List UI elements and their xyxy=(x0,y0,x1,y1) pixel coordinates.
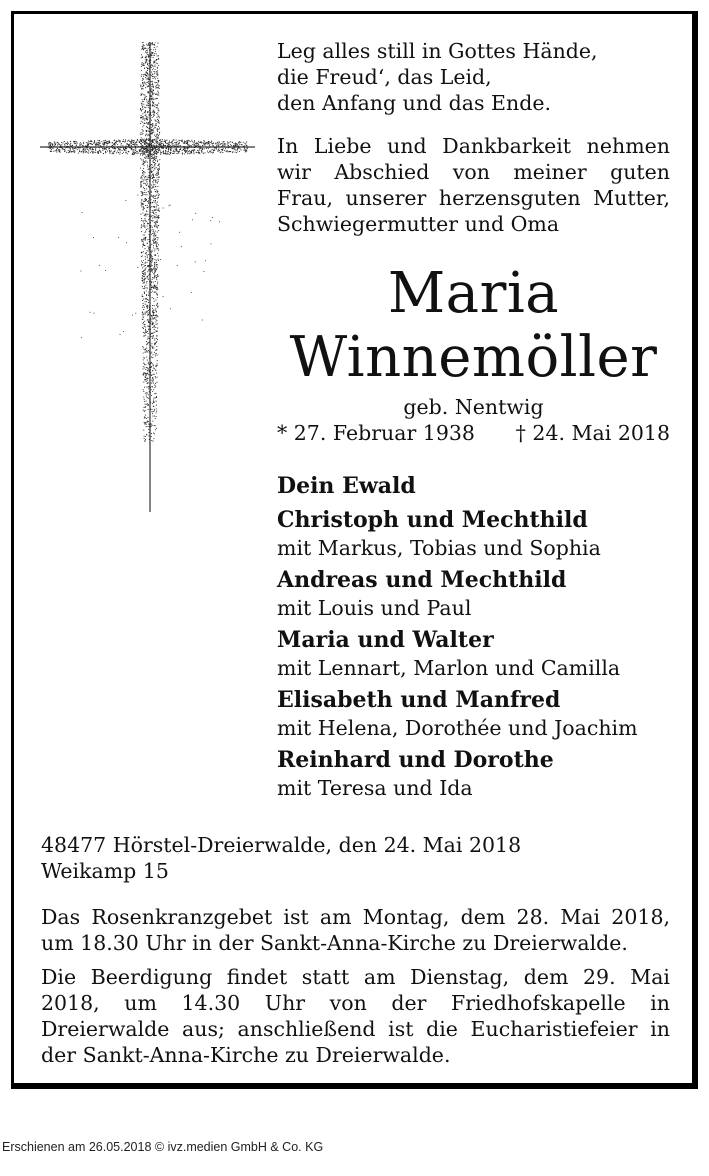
address-place-date: 48477 Hörstel-Dreierwalde, den 24. Mai 2018 xyxy=(41,833,522,857)
poem-line: die Freud‘, das Leid, xyxy=(277,65,492,89)
funeral-line: Dreierwalde aus; anschließend ist die Eucharistiefeier in xyxy=(41,1017,670,1041)
family-name: Christoph und Mechthild xyxy=(277,507,588,533)
family-entry xyxy=(277,746,670,801)
family-children: mit Louis und Paul xyxy=(277,596,472,620)
deceased-name-block xyxy=(277,262,670,422)
deceased-last-name: Winnemöller xyxy=(289,325,658,390)
life-dates xyxy=(277,419,670,447)
family-entry xyxy=(277,506,670,561)
poem-line: Leg alles still in Gottes Hände, xyxy=(277,39,598,63)
family-name: Andreas und Mechthild xyxy=(277,567,567,593)
cross-icon xyxy=(40,42,255,517)
poem xyxy=(277,38,670,116)
rosary-line: Das Rosenkranzgebet ist am Montag, dem 28. Mai 2018, xyxy=(41,905,670,929)
funeral-line: der Sankt-Anna-Kirche zu Dreierwalde. xyxy=(41,1043,451,1067)
family-list xyxy=(277,472,670,806)
family-name: Reinhard und Dorothe xyxy=(277,747,554,773)
family-children: mit Lennart, Marlon und Camilla xyxy=(277,656,621,680)
publication-footer: Erschienen am 26.05.2018 © ivz.medien GmbH & Co. KG xyxy=(2,1140,324,1154)
family-children: mit Helena, Dorothée und Joachim xyxy=(277,716,638,740)
poem-line: den Anfang und das Ende. xyxy=(277,91,551,115)
intro-line: wir Abschied von meiner guten xyxy=(277,160,670,184)
address-street: Weikamp 15 xyxy=(41,859,169,883)
intro-line: Frau, unserer herzensguten Mutter, xyxy=(277,186,670,210)
intro-line: Schwiegermutter und Oma xyxy=(277,212,560,236)
family-entry xyxy=(277,566,670,621)
family-entry xyxy=(277,686,670,741)
funeral-line: Die Beerdigung findet statt am Dienstag, dem 29. Mai xyxy=(41,965,670,989)
obituary-notice xyxy=(11,11,698,1089)
rosary-paragraph xyxy=(41,904,670,956)
family-name: Elisabeth und Manfred xyxy=(277,687,561,713)
funeral-paragraph xyxy=(41,964,670,1068)
family-children: mit Teresa und Ida xyxy=(277,776,473,800)
family-entry xyxy=(277,472,670,501)
address-block xyxy=(41,832,521,884)
family-name: Dein Ewald xyxy=(277,473,416,499)
rosary-line: um 18.30 Uhr in der Sankt-Anna-Kirche zu Dreierwalde. xyxy=(41,931,628,955)
deceased-first-name: Maria xyxy=(387,261,560,326)
intro-line: In Liebe und Dankbarkeit nehmen xyxy=(277,134,670,158)
funeral-line: 2018, um 14.30 Uhr von der Friedhofskapelle in xyxy=(41,991,670,1015)
family-children: mit Markus, Tobias und Sophia xyxy=(277,536,601,560)
death-date: † 24. Mai 2018 xyxy=(515,421,670,445)
family-name: Maria und Walter xyxy=(277,627,494,653)
family-entry xyxy=(277,626,670,681)
maiden-name: geb. Nentwig xyxy=(403,395,544,419)
intro-text xyxy=(277,133,670,237)
birth-date: * 27. Februar 1938 xyxy=(277,421,475,445)
